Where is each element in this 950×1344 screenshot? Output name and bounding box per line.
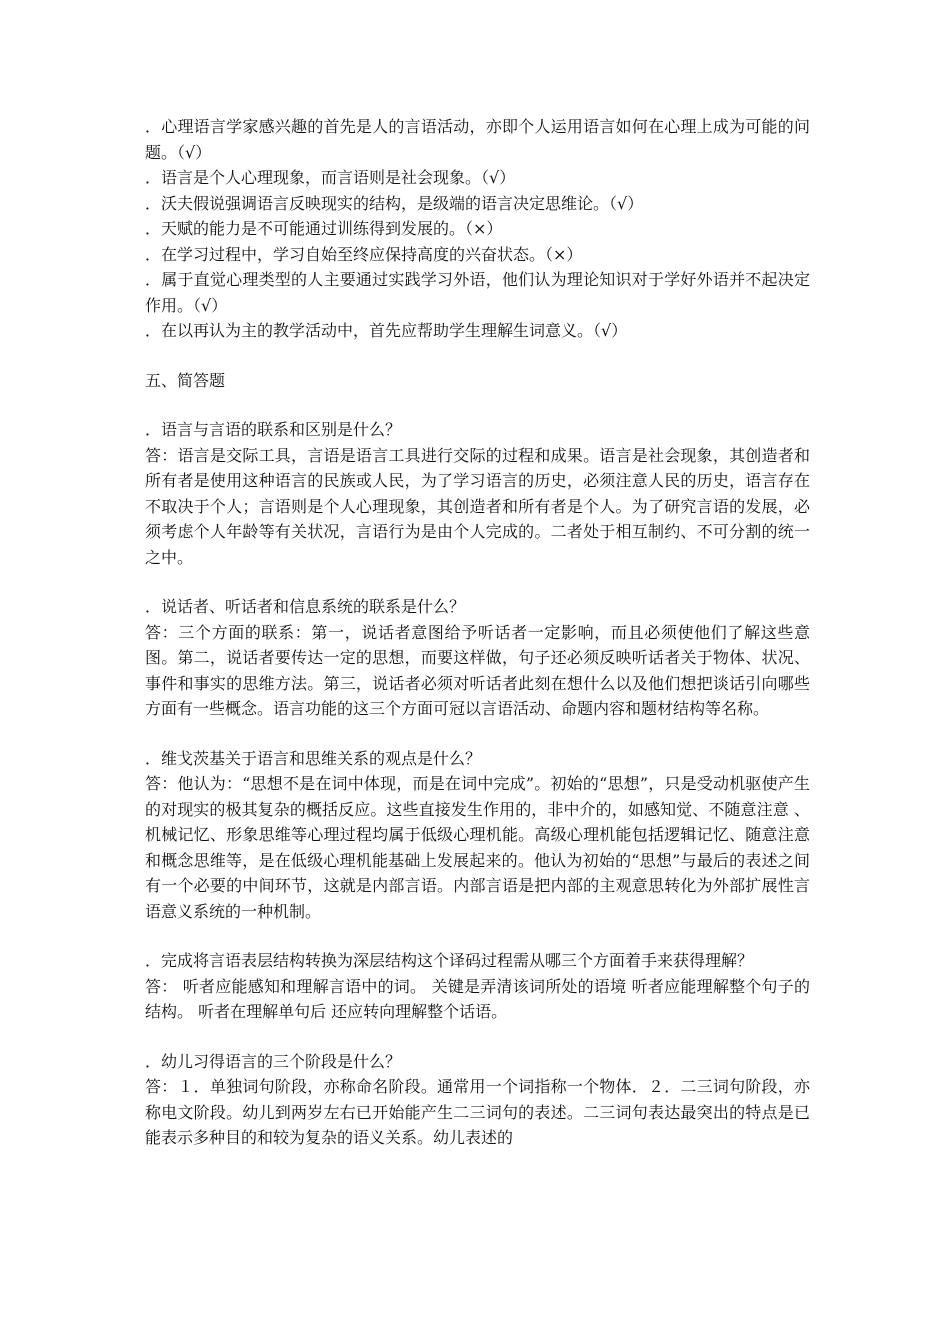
judgement-item-4: ．天赋的能力是不可能通过训练得到发展的。（×） [145, 219, 503, 238]
judgement-item-6: ．属于直觉心理类型的人主要通过实践学习外语，他们认为理论知识对于学好外语并不起决定作用。（√） [145, 270, 810, 315]
spacer [145, 393, 810, 417]
spacer [145, 1025, 810, 1049]
question-1: ．语言与言语的联系和区别是什么？ [145, 420, 402, 439]
judgement-item-5: ．在学习过程中，学习自始至终应保持高度的兴奋状态。（×） [145, 244, 583, 264]
spacer [145, 344, 810, 368]
answer-4: 答： 听者应能感知和理解言语中的词。 关键是弄清该词所处的语境 听者应能理解整个句子的结构。 听者在理解单句后 还应转向理解整个话语。 [145, 976, 810, 1021]
judgement-item-2: ．语言是个人心理现象，而言语则是社会现象。（√） [145, 168, 516, 187]
document-page [145, 114, 810, 1151]
question-3: ．维戈茨基关于语言和思维关系的观点是什么？ [145, 748, 482, 768]
spacer [145, 722, 810, 746]
answer-2: 答：三个方面的联系：第一，说话者意图给予听话者一定影响，而且必须使他们了解这些意图。第二，说话者要传达一定的思想，而要这样做，句子还必须反映听话者关于物体、状况、事件和事实的思维方法。第三，说话者必须对听话者此刻在想什么以及他们想把谈话引向哪些方面有一些概念。语言功能的这三个方面可冠以言语活动、命题内容和题材结构等名称。 [145, 622, 810, 718]
judgement-item-7: ．在以再认为主的教学活动中，首先应帮助学生理解生词意义。（√） [145, 321, 628, 340]
judgement-item-3: ．沃夫假说强调语言反映现实的结构，是级端的语言决定思维论。（√） [145, 193, 644, 213]
answer-5: 答：１．单独词句阶段，亦称命名阶段。通常用一个词指称一个物体．２．二三词句阶段，亦称电文阶段。幼儿到两岁左右已开始能产生二三词句的表述。二三词句表达最突出的特点是已能表示多种目的和较为复杂的语义关系。幼儿表述的 [145, 1077, 810, 1147]
question-5: ．幼儿习得语言的三个阶段是什么？ [145, 1051, 402, 1071]
spacer [145, 924, 810, 948]
section-heading: 五、简答题 [145, 370, 226, 390]
answer-3: 答：他认为：“思想不是在词中体现，而是在词中完成”。初始的“思想”，只是受动机驱使产生的对现实的极其复杂的概括反应。这些直接发生作用的，非中介的，如感知觉、不随意注意 、机械记忆、形象思维等心理过程均属于低级心理机能。高级心理机能包括逻辑记忆、随意注意和概念思维等，是在低级心理机能基础上发展起来的。他认为初始的“思想”与最后的表述之间有一个必要的中间环节，这就是内部言语。内部言语是把内部的主观意思转化为外部扩展性言语意义系统的一种机制。 [145, 774, 810, 921]
judgement-item-1: ．心理语言学家感兴趣的首先是人的言语活动，亦即个人运用语言如何在心理上成为可能的问题。（√） [145, 117, 810, 162]
question-4: ．完成将言语表层结构转换为深层结构这个译码过程需从哪三个方面着手来获得理解？ [145, 951, 754, 970]
spacer [145, 570, 810, 594]
answer-1: 答：语言是交际工具，言语是语言工具进行交际的过程和成果。语言是社会现象，其创造者和所有者是使用这种语言的民族或人民，为了学习语言的历史，必须注意人民的历史，语言存在不取决于个人；言语则是个人心理现象，其创造者和所有者是个人。为了研究言语的发展，必须考虑个人年龄等有关状况，言语行为是由个人完成的。二者处于相互制约、不可分割的统一之中。 [145, 445, 810, 567]
question-2: ．说话者、听话者和信息系统的联系是什么？ [145, 597, 466, 616]
